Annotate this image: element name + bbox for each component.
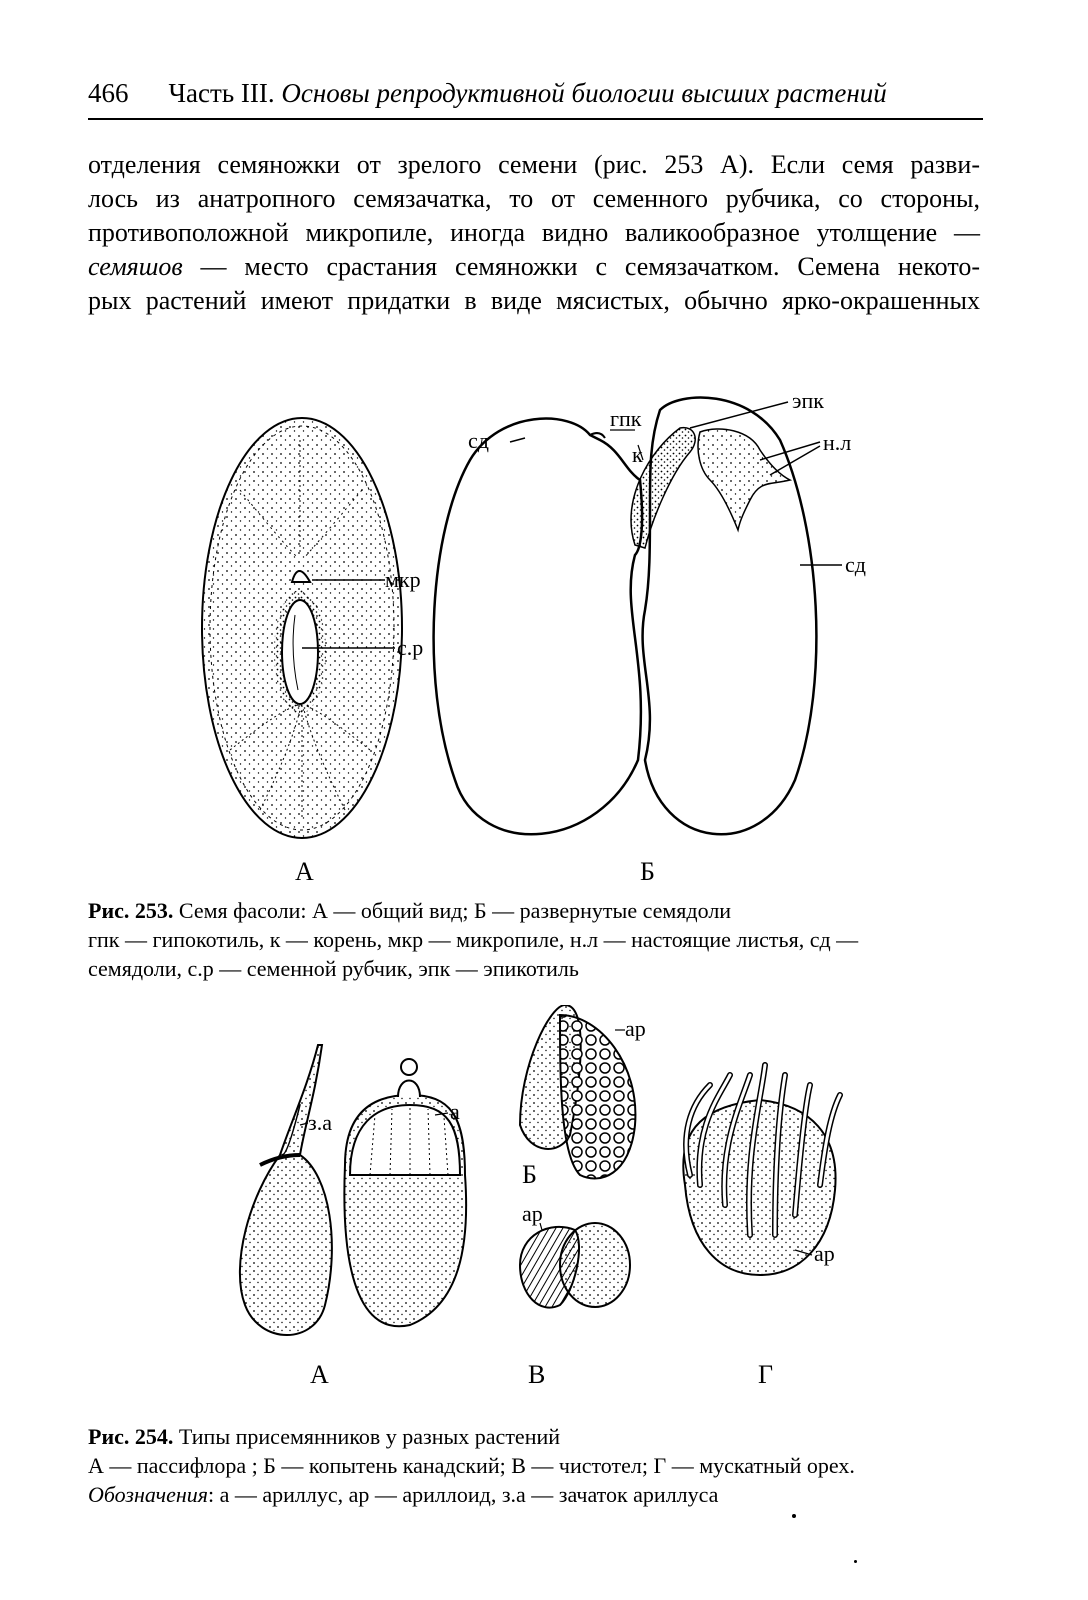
panel-label-a-254: А xyxy=(310,1360,329,1389)
term-semyashov: семяшов xyxy=(88,252,183,281)
panel-label-a: А xyxy=(295,857,314,886)
body-line: лось из анатропного семязачатка, то от семенного рубчика, со стороны, xyxy=(88,184,980,213)
caption-253-line3: семядоли, с.р — семенной рубчик, эпк — эпикотиль xyxy=(88,956,579,981)
body-line: противоположной микропиле, иногда видно валикообразное утолщение — xyxy=(88,218,980,247)
caption-254-line3: : а — ариллус, ар — ариллоид, з.а — зачаток ариллуса xyxy=(207,1482,719,1507)
caption-253 xyxy=(88,896,988,983)
panel-label-v-254: В xyxy=(528,1360,546,1389)
label-a: а xyxy=(450,1099,460,1124)
label-sd-right: сд xyxy=(845,552,866,577)
page-header xyxy=(88,78,982,109)
body-line: отделения семяножки от зрелого семени (рис. 253 А). Если семя разви- xyxy=(88,150,980,179)
label-k: к xyxy=(632,442,643,467)
body-line-rest: — место срастания семяножки с семязачатком. Семена некото- xyxy=(182,252,980,281)
caption-254-number: Рис. 254. xyxy=(88,1424,174,1449)
body-paragraph xyxy=(88,148,980,318)
passiflora-seeds xyxy=(240,1045,466,1335)
label-mkr: мкр xyxy=(385,567,421,592)
print-speck xyxy=(854,1560,857,1563)
caption-254-line2: А — пассифлора ; Б — копытень канадский; В — чистотел; Г — мускатный орех. xyxy=(88,1453,855,1478)
label-sr: с.р xyxy=(397,635,424,660)
label-sd-left: сд xyxy=(468,428,489,453)
label-ar-b: ар xyxy=(625,1016,646,1041)
seed-general-view xyxy=(202,418,402,838)
page-number: 466 xyxy=(88,78,129,108)
caption-254 xyxy=(88,1422,988,1509)
figure-253-drawing xyxy=(180,380,900,890)
label-za: з.а xyxy=(308,1110,332,1135)
caption-253-line2: гпк — гипокотиль, к — корень, мкр — микропиле, н.л — настоящие листья, сд — xyxy=(88,927,859,952)
part-title: Основы репродуктивной биологии высших растений xyxy=(281,78,887,108)
panel-label-g-254: Г xyxy=(758,1360,774,1389)
caption-254-title: Типы присемянников у разных растений xyxy=(173,1424,561,1449)
label-ar-v: ар xyxy=(522,1201,543,1226)
body-line: рых растений имеют придатки в виде мясистых, обычно ярко-окрашенных xyxy=(88,286,980,315)
label-gpk: гпк xyxy=(610,406,642,431)
figure-253 xyxy=(180,380,900,890)
body-line xyxy=(88,250,980,284)
label-nl: н.л xyxy=(823,430,852,455)
chelidonium-seed xyxy=(520,1223,630,1308)
header-rule xyxy=(88,118,983,120)
part-label: Часть III. xyxy=(168,78,275,108)
caption-253-title: Семя фасоли: А — общий вид; Б — развернутые семядоли xyxy=(173,898,732,923)
asarum-seed xyxy=(520,1005,635,1178)
panel-label-b: Б xyxy=(640,857,655,886)
figure-254-drawing xyxy=(220,1005,880,1390)
caption-254-term: Обозначения xyxy=(88,1482,208,1507)
label-epk: эпк xyxy=(792,388,824,413)
caption-253-number: Рис. 253. xyxy=(88,898,174,923)
print-speck xyxy=(792,1514,796,1518)
label-ar-g: ар xyxy=(814,1241,835,1266)
figure-254 xyxy=(220,1005,880,1390)
panel-label-b-254: Б xyxy=(522,1160,537,1189)
